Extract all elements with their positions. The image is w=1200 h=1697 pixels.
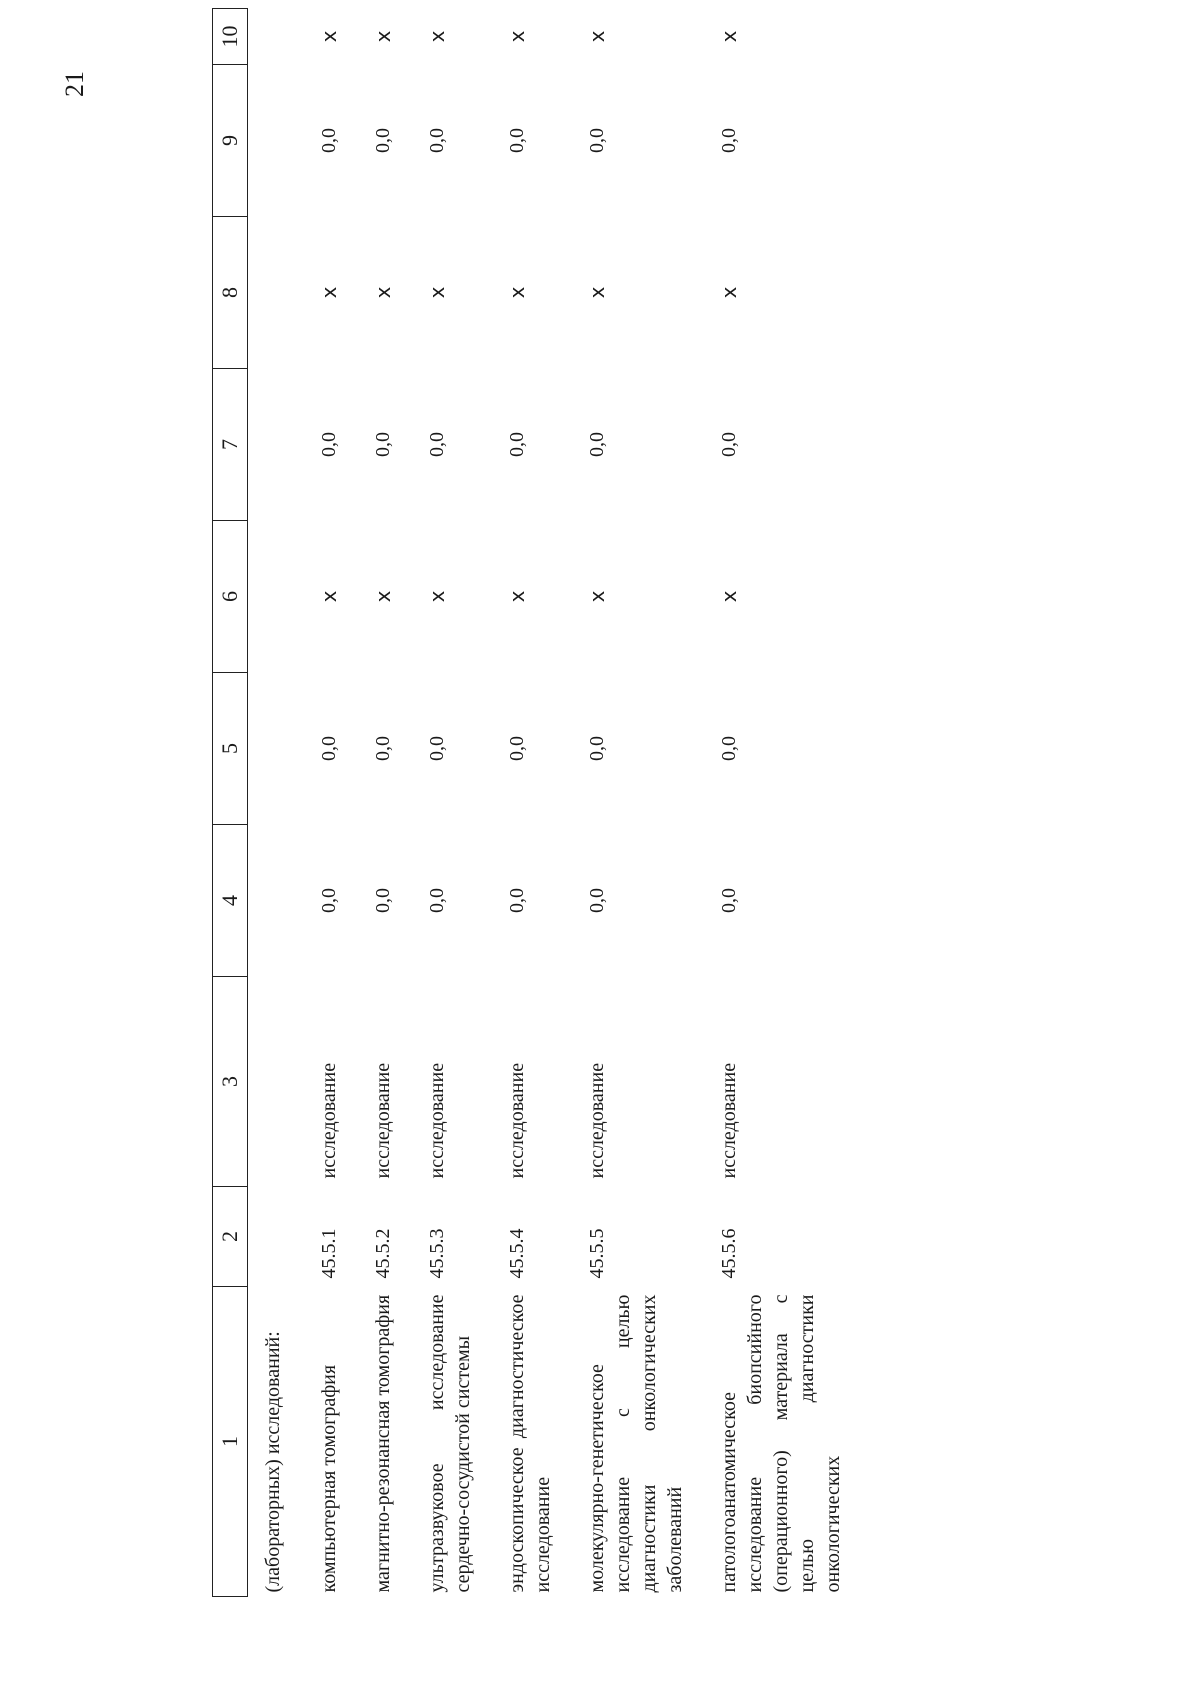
cross-mark: x (425, 590, 449, 603)
value-cell: 0,0 (506, 432, 528, 457)
value-cell: 0,0 (586, 736, 608, 761)
cross-mark: x (371, 286, 395, 299)
row-code: 45.5.6 (718, 1228, 740, 1279)
service-name: эндоскопическое диагностическое исследование (506, 1294, 554, 1593)
value-cell: 0,0 (318, 432, 340, 457)
service-name: молекулярно-генетическое исследование с целью диагностики онкологических заболеваний (586, 1294, 686, 1593)
cross-mark: x (317, 590, 341, 603)
value-cell: 0,0 (586, 128, 608, 153)
table-row (576, 9, 708, 1597)
value-cell: 0,0 (718, 888, 740, 913)
value-cell: 0,0 (506, 888, 528, 913)
value-cell: 0,0 (586, 888, 608, 913)
column-header: 4 (213, 825, 248, 977)
cross-mark: x (717, 30, 741, 43)
unit-of-measure: исследование (318, 1062, 340, 1179)
unit-of-measure: исследование (426, 1062, 448, 1179)
row-code: 45.5.2 (372, 1228, 394, 1279)
row-code: 45.5.5 (586, 1228, 608, 1279)
row-code: 45.5.1 (318, 1228, 340, 1279)
cross-mark: x (585, 590, 609, 603)
cross-mark: x (717, 286, 741, 299)
value-cell: 0,0 (718, 432, 740, 457)
cross-mark: x (371, 30, 395, 43)
cross-mark: x (317, 30, 341, 43)
unit-of-measure: исследование (586, 1062, 608, 1179)
intro-row (248, 9, 309, 1597)
cross-mark: x (371, 590, 395, 603)
column-header: 10 (213, 9, 248, 65)
value-cell: 0,0 (718, 736, 740, 761)
row-code: 45.5.3 (426, 1228, 448, 1279)
column-number-row (213, 9, 248, 1597)
cross-mark: x (585, 30, 609, 43)
value-cell: 0,0 (372, 432, 394, 457)
column-header: 3 (213, 977, 248, 1187)
service-name: ультразвуковое исследование сердечно-сосудистой системы (426, 1294, 474, 1593)
intro-text: (лабораторных) исследований: (262, 1331, 284, 1593)
cross-mark: x (505, 590, 529, 603)
cross-mark: x (505, 286, 529, 299)
table-header (213, 9, 248, 1597)
value-cell: 0,0 (426, 888, 448, 913)
cross-mark: x (317, 286, 341, 299)
value-cell: 0,0 (372, 736, 394, 761)
table-row (416, 9, 496, 1597)
cross-mark: x (425, 286, 449, 299)
service-name: патологоанатомическое исследование биопсийного (операционного) материала с целью диагностики онкологических (718, 1294, 844, 1593)
cross-mark: x (505, 30, 529, 43)
service-name: магнитно-резонансная томография (372, 1294, 394, 1593)
column-header: 8 (213, 217, 248, 369)
value-cell: 0,0 (718, 128, 740, 153)
value-cell: 0,0 (506, 128, 528, 153)
value-cell: 0,0 (586, 432, 608, 457)
service-name: компьютерная томография (318, 1364, 340, 1593)
unit-of-measure: исследование (372, 1062, 394, 1179)
column-header: 5 (213, 673, 248, 825)
column-header: 7 (213, 369, 248, 521)
page-number: 21 (60, 71, 89, 97)
value-cell: 0,0 (372, 128, 394, 153)
table-row (308, 9, 362, 1597)
cross-mark: x (585, 286, 609, 299)
value-cell: 0,0 (318, 128, 340, 153)
value-cell: 0,0 (426, 432, 448, 457)
value-cell: 0,0 (506, 736, 528, 761)
column-header: 9 (213, 65, 248, 217)
value-cell: 0,0 (318, 736, 340, 761)
table-row (496, 9, 576, 1597)
cross-mark: x (425, 30, 449, 43)
services-table (212, 8, 866, 1597)
unit-of-measure: исследование (718, 1062, 740, 1179)
row-code: 45.5.4 (506, 1228, 528, 1279)
value-cell: 0,0 (426, 736, 448, 761)
table-body (248, 9, 867, 1597)
column-header: 2 (213, 1187, 248, 1287)
value-cell: 0,0 (372, 888, 394, 913)
cross-mark: x (717, 590, 741, 603)
table-row (708, 9, 866, 1597)
table-row (362, 9, 416, 1597)
column-header: 1 (213, 1287, 248, 1597)
unit-of-measure: исследование (506, 1062, 528, 1179)
value-cell: 0,0 (318, 888, 340, 913)
value-cell: 0,0 (426, 128, 448, 153)
column-header: 6 (213, 521, 248, 673)
